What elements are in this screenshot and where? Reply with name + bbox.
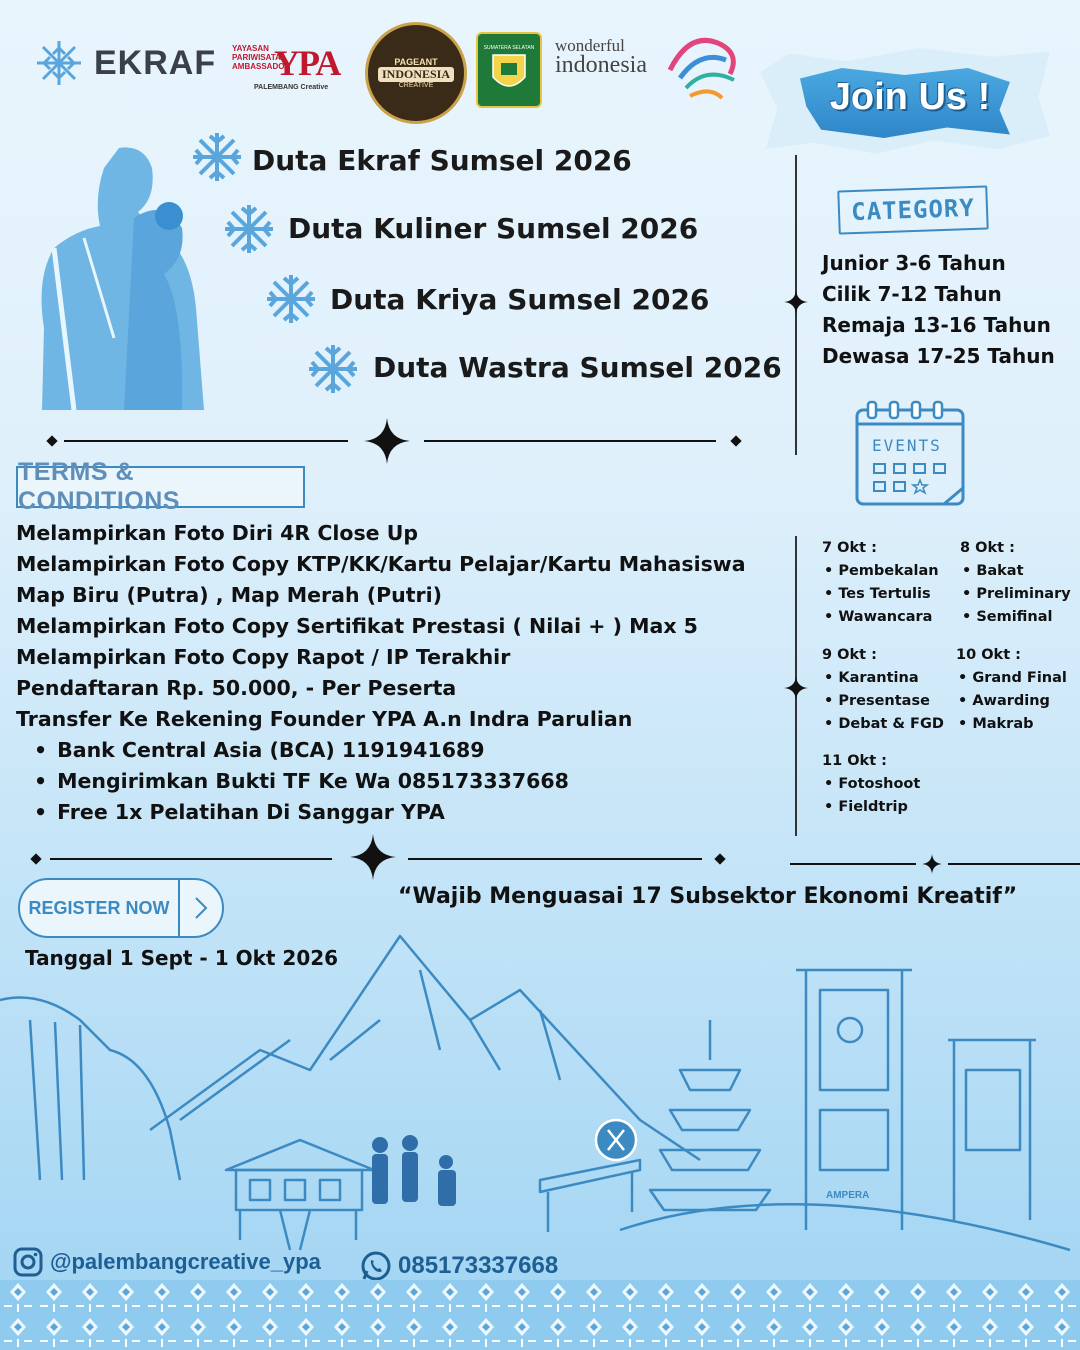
divider-dot	[714, 853, 725, 864]
chevron-right-icon	[180, 895, 222, 921]
sparkle-icon	[364, 418, 410, 464]
divider-dot	[30, 853, 41, 864]
sumsel-shield-icon	[489, 51, 529, 95]
sparkle-icon	[922, 854, 942, 874]
event-item: • Grand Final	[956, 667, 1067, 690]
ekraf-snowflake-icon	[34, 38, 84, 88]
title-duta-kuliner: Duta Kuliner Sumsel 2026	[288, 212, 699, 245]
terms-bullet: • Free 1x Pelatihan Di Sanggar YPA	[16, 797, 746, 828]
whatsapp-number: 085173337668	[398, 1252, 559, 1279]
event-date: 8 Okt :	[960, 540, 1015, 556]
event-day	[822, 644, 944, 736]
ekraf-logo	[34, 38, 216, 88]
snowflake-icon	[190, 130, 244, 184]
event-date: 10 Okt :	[956, 647, 1021, 663]
title-duta-ekraf: Duta Ekraf Sumsel 2026	[252, 144, 632, 177]
terms-list	[16, 518, 746, 828]
palembang-landscape-illustration	[0, 930, 1080, 1260]
ekraf-text: EKRAF	[94, 43, 217, 82]
divider-dot	[46, 435, 57, 446]
join-us-label: Join Us !	[829, 76, 991, 118]
title-duta-wastra: Duta Wastra Sumsel 2026	[373, 351, 782, 384]
garuda-swirl-icon	[660, 30, 746, 106]
category-label: CATEGORY	[850, 193, 976, 227]
event-item: • Karantina	[822, 667, 944, 690]
register-now-label: REGISTER NOW	[28, 897, 170, 918]
pageant-middle-text: INDONESIA	[378, 67, 454, 82]
event-date: 9 Okt :	[822, 647, 877, 663]
divider-line	[790, 863, 916, 865]
indonesia-text: indonesia	[555, 52, 647, 78]
divider-line	[64, 440, 348, 442]
category-label-box	[837, 185, 988, 234]
terms-item: Melampirkan Foto Copy KTP/KK/Kartu Pelajar/Kartu Mahasiswa	[16, 552, 746, 576]
event-item: • Tes Tertulis	[822, 583, 939, 606]
whatsapp-contact[interactable]	[360, 1250, 558, 1282]
event-date: 7 Okt :	[822, 540, 877, 556]
terms-item: Melampirkan Foto Copy Rapot / IP Terakhir	[16, 645, 511, 669]
divider-line	[408, 858, 702, 860]
ypa-big-text: YPA	[274, 43, 340, 83]
instagram-icon	[12, 1246, 44, 1278]
category-item: Dewasa 17-25 Tahun	[822, 344, 1055, 368]
event-item: • Wawancara	[822, 606, 939, 629]
wonderful-indonesia-logo	[555, 36, 647, 79]
event-item: • Preliminary	[960, 583, 1071, 606]
join-us-banner[interactable]	[760, 48, 1050, 158]
traditional-couple-illustration	[14, 138, 214, 410]
songket-pattern-border	[0, 1280, 1080, 1350]
ypa-sub-text: PALEMBANG Creative	[254, 84, 329, 91]
title-duta-kriya: Duta Kriya Sumsel 2026	[330, 283, 710, 316]
terms-item: Melampirkan Foto Diri 4R Close Up	[16, 521, 419, 545]
event-item: • Fotoshoot	[822, 773, 920, 796]
ampera-label: AMPERA	[826, 1190, 870, 1201]
event-day	[822, 537, 939, 629]
event-day	[822, 750, 920, 819]
pageant-indonesia-logo	[365, 22, 467, 124]
sumsel-emblem-logo	[476, 32, 542, 108]
instagram-handle: @palembangcreative_ypa	[50, 1249, 321, 1274]
divider-line	[948, 863, 1080, 865]
event-date: 11 Okt :	[822, 753, 887, 769]
category-list	[822, 248, 1055, 372]
event-item: • Debat & FGD	[822, 713, 944, 736]
snowflake-icon	[306, 342, 360, 396]
terms-item: Map Biru (Putra) , Map Merah (Putri)	[16, 583, 443, 607]
tagline-quote: “Wajib Menguasai 17 Subsektor Ekonomi Kreatif”	[398, 884, 1018, 909]
category-item: Remaja 13-16 Tahun	[822, 313, 1051, 337]
sparkle-icon	[784, 676, 808, 700]
event-item: • Awarding	[956, 690, 1067, 713]
event-item: • Presentase	[822, 690, 944, 713]
registration-date: Tanggal 1 Sept - 1 Okt 2026	[25, 946, 339, 970]
terms-item: Transfer Ke Rekening Founder YPA A.n Indra Parulian	[16, 707, 633, 731]
ypa-logo	[232, 40, 352, 92]
event-item: • Fieldtrip	[822, 796, 920, 819]
snowflake-icon	[264, 272, 318, 326]
sparkle-icon	[784, 290, 808, 314]
pageant-bottom-text: CREATIVE	[398, 82, 434, 89]
terms-label: TERMS & CONDITIONS	[18, 458, 180, 515]
pageant-top-text: PAGEANT	[394, 57, 438, 67]
divider-line	[424, 440, 716, 442]
terms-bullet: • Bank Central Asia (BCA) 1191941689	[16, 735, 746, 766]
divider-dot	[730, 435, 741, 446]
register-now-button[interactable]	[18, 878, 224, 938]
calendar-label: EVENTS	[872, 436, 942, 455]
terms-bullet: • Mengirimkan Bukti TF Ke Wa 085173337668	[16, 766, 746, 797]
whatsapp-icon	[360, 1250, 392, 1282]
terms-label-box	[16, 458, 305, 515]
event-item: • Pembekalan	[822, 560, 939, 583]
event-item: • Bakat	[960, 560, 1071, 583]
snowflake-icon	[222, 202, 276, 256]
wonderful-text: wonderful	[555, 36, 625, 55]
event-day	[960, 537, 1071, 629]
sparkle-icon	[350, 834, 396, 880]
event-item: • Makrab	[956, 713, 1067, 736]
instagram-contact[interactable]	[12, 1246, 321, 1278]
terms-item: Pendaftaran Rp. 50.000, - Per Peserta	[16, 676, 457, 700]
ypa-small-text: YAYASAN PARIWISATA AMBASSADOR	[232, 44, 291, 71]
terms-item: Melampirkan Foto Copy Sertifikat Prestasi ( Nilai + ) Max 5	[16, 614, 698, 638]
event-day	[956, 644, 1067, 736]
category-item: Cilik 7-12 Tahun	[822, 282, 1002, 306]
category-item: Junior 3-6 Tahun	[822, 251, 1006, 275]
divider-line	[50, 858, 332, 860]
event-item: • Semifinal	[960, 606, 1071, 629]
sumsel-emblem-text: SUMATERA SELATAN	[483, 45, 535, 51]
